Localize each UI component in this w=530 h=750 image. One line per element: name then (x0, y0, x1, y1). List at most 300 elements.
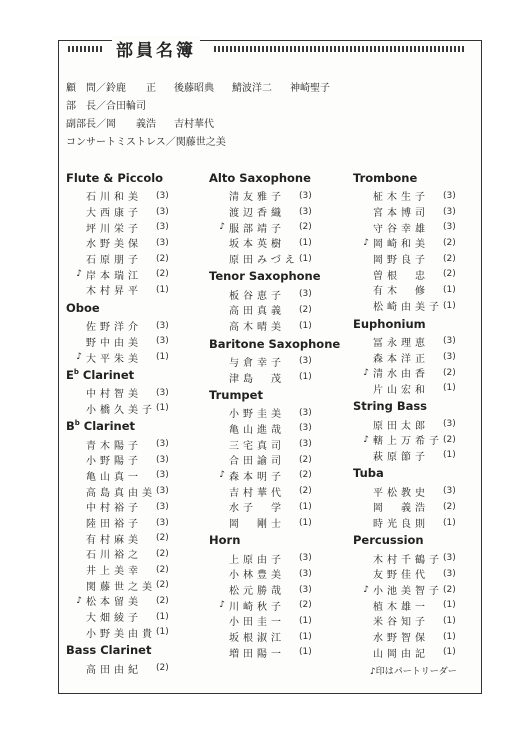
staff-entry: 神崎聖子 (290, 83, 330, 94)
leader-mark: ♪ (219, 222, 225, 233)
member-row (66, 515, 200, 531)
member-name: 冨永理恵 (373, 337, 429, 349)
member-row (353, 582, 487, 598)
section-title (209, 334, 343, 354)
member-grade: (1) (299, 631, 312, 642)
staff-entry: 後藤昭典 (174, 83, 214, 94)
member-name: 森本明子 (229, 471, 285, 483)
member-row (209, 286, 343, 302)
member-grade: (3) (443, 206, 456, 217)
member-grade: (3) (443, 486, 456, 497)
member-name: 片山宏和 (373, 384, 429, 396)
member-row (66, 349, 200, 365)
member-name: 上原由子 (229, 554, 285, 566)
member-row (209, 235, 343, 251)
member-grade: (3) (443, 352, 456, 363)
instrument-section (209, 266, 343, 333)
section-title-main: Percussion (353, 533, 424, 548)
member-name: 小野陽子 (86, 456, 142, 468)
member-grade: (2) (443, 367, 456, 378)
member-name: 小野美由貴 (86, 628, 156, 640)
member-grade: (3) (156, 206, 169, 217)
instrument-section (353, 463, 487, 530)
member-row (66, 251, 200, 267)
member-row (353, 499, 487, 515)
member-grade: (1) (299, 517, 312, 528)
member-row (209, 436, 343, 452)
member-row (353, 251, 487, 267)
member-grade: (1) (156, 403, 169, 414)
member-row (353, 219, 487, 235)
member-name: 石原朋子 (86, 255, 142, 267)
section-title-main: Alto Saxophone (209, 171, 311, 185)
member-grade: (2) (299, 600, 312, 611)
member-row (66, 204, 200, 220)
member-row (66, 625, 200, 641)
member-name: 岡 剛士 (229, 519, 285, 531)
instrument-section (66, 168, 200, 298)
member-row (353, 613, 487, 629)
member-name: 亀山真一 (86, 471, 142, 483)
member-grade: (2) (443, 253, 456, 264)
instrument-section (353, 396, 487, 463)
member-row (353, 597, 487, 613)
member-row (353, 645, 487, 661)
section-title-main: Bass Clarinet (66, 643, 152, 658)
member-row (353, 566, 487, 582)
member-row (66, 577, 200, 593)
member-grade: (3) (156, 517, 169, 528)
member-name: 小林豊美 (229, 570, 285, 582)
member-name: 坂根淑江 (229, 633, 285, 645)
member-row (209, 188, 343, 204)
member-grade: (2) (443, 269, 456, 280)
section-title-main: Horn (209, 533, 241, 548)
member-row (353, 483, 487, 499)
member-grade: (3) (443, 336, 456, 347)
member-row (209, 483, 343, 499)
section-title (66, 416, 200, 436)
member-row (353, 204, 487, 220)
member-grade: (1) (299, 320, 312, 331)
member-name: 原田太郎 (373, 420, 429, 432)
leader-mark: ♪ (363, 434, 369, 445)
member-grade: (2) (156, 663, 169, 674)
member-name: 水野智保 (373, 633, 429, 645)
member-name: 友野佳代 (373, 570, 429, 582)
member-grade: (3) (299, 553, 312, 564)
member-row (209, 645, 343, 661)
member-grade: (2) (299, 304, 312, 315)
member-name: 松本留美 (86, 597, 142, 609)
instrument-section (66, 298, 200, 365)
member-grade: (2) (299, 222, 312, 233)
instrument-section (66, 416, 200, 640)
member-row (353, 432, 487, 448)
member-name: 有木 修 (373, 286, 429, 298)
member-grade: (3) (443, 190, 456, 201)
member-name: 中村裕子 (86, 503, 142, 515)
member-row (209, 421, 343, 437)
section-title-main: Euphonium (353, 316, 426, 331)
member-row (66, 609, 200, 625)
member-row (353, 334, 487, 350)
roster-column-2 (209, 168, 343, 660)
member-row (353, 282, 487, 298)
staff-list (66, 80, 466, 152)
member-name: 石川裕之 (86, 550, 142, 562)
member-row (353, 188, 487, 204)
member-name: 有村麻美 (86, 534, 142, 546)
member-grade: (3) (299, 356, 312, 367)
member-name: 与倉幸子 (229, 357, 285, 369)
member-grade: (3) (443, 553, 456, 564)
member-grade: (1) (299, 501, 312, 512)
member-grade: (3) (156, 387, 169, 398)
section-title-rest: Clarinet (78, 367, 135, 382)
member-grade: (2) (156, 253, 169, 264)
member-name: 原田みづえ (229, 255, 299, 267)
footnote: ♪印はパートリーダー (370, 667, 457, 677)
member-row (66, 318, 200, 334)
member-row (353, 349, 487, 365)
member-name: 三宅真司 (229, 440, 285, 452)
member-grade: (3) (299, 584, 312, 595)
leader-mark: ♪ (76, 352, 82, 363)
member-grade: (1) (299, 372, 312, 383)
member-name: 高島真由美 (86, 487, 156, 499)
member-row (66, 334, 200, 350)
instrument-section (353, 314, 487, 397)
section-title-sup: b (74, 419, 80, 428)
member-name: 松崎由美子 (373, 302, 443, 314)
member-row (66, 499, 200, 515)
member-name: 柾木生子 (373, 192, 429, 204)
section-title-main: Tenor Saxophone (209, 269, 321, 284)
member-row (66, 468, 200, 484)
member-name: 増田陽一 (229, 648, 285, 660)
member-row (209, 582, 343, 598)
member-grade: (1) (443, 600, 456, 611)
member-name: 陸田裕子 (86, 519, 142, 531)
member-name: 轄上万希子 (373, 436, 443, 448)
member-grade: (2) (156, 595, 169, 606)
member-grade: (3) (156, 454, 169, 465)
member-name: 宮本博司 (373, 208, 429, 220)
member-grade: (1) (299, 253, 312, 264)
member-grade: (1) (156, 627, 169, 638)
section-title (209, 530, 343, 550)
section-title-main: B (66, 419, 75, 434)
member-name: 坂本英樹 (229, 239, 285, 251)
instrument-section (66, 640, 200, 676)
member-grade: (3) (299, 206, 312, 217)
member-row (209, 405, 343, 421)
member-row (66, 385, 200, 401)
member-grade: (1) (299, 615, 312, 626)
member-row (209, 318, 343, 334)
member-row (209, 566, 343, 582)
section-title (353, 396, 487, 416)
member-row (66, 219, 200, 235)
member-name: 小橋久美子 (86, 404, 156, 416)
member-row (66, 401, 200, 417)
member-name: 亀山進哉 (229, 424, 285, 436)
member-name: 木村千鶴子 (373, 554, 443, 566)
member-row (66, 660, 200, 676)
member-grade: (3) (156, 439, 169, 450)
member-row (209, 219, 343, 235)
member-row (66, 546, 200, 562)
staff-row (66, 134, 466, 152)
member-grade: (3) (443, 568, 456, 579)
member-name: 山岡由記 (373, 648, 429, 660)
member-grade: (3) (299, 568, 312, 579)
staff-row (66, 116, 466, 134)
member-row (353, 235, 487, 251)
member-name: 石川和美 (86, 192, 142, 204)
member-grade: (1) (299, 647, 312, 658)
member-row (66, 593, 200, 609)
member-row (209, 613, 343, 629)
member-name: 米谷知子 (373, 617, 429, 629)
page-title: 部員名簿 (112, 36, 200, 61)
member-name: 植木雄一 (373, 601, 429, 613)
member-row (209, 204, 343, 220)
member-name: 平松教史 (373, 487, 429, 499)
member-grade: (2) (156, 564, 169, 575)
instrument-section (353, 168, 487, 314)
member-row (353, 550, 487, 566)
member-name: 守谷幸雄 (373, 223, 429, 235)
member-name: 大平朱美 (86, 353, 142, 365)
member-grade: (3) (156, 486, 169, 497)
section-title (66, 298, 200, 318)
member-grade: (3) (299, 190, 312, 201)
member-name: 岸本瑞江 (86, 270, 142, 282)
leader-mark: ♪ (219, 600, 225, 611)
title-decoration-left (68, 46, 102, 52)
section-title (353, 530, 487, 550)
member-grade: (1) (443, 300, 456, 311)
member-row (353, 629, 487, 645)
staff-entry: コンサートミストレス／関藤世之美 (66, 137, 226, 148)
member-grade: (2) (299, 470, 312, 481)
section-title (353, 168, 487, 188)
member-grade: (2) (443, 584, 456, 595)
member-name: 関藤世之美 (86, 581, 156, 593)
leader-mark: ♪ (76, 269, 82, 280)
section-title-main: Trumpet (209, 387, 263, 402)
section-title (209, 266, 343, 286)
staff-row (66, 80, 466, 98)
member-row (66, 266, 200, 282)
member-row (353, 381, 487, 397)
member-row (66, 436, 200, 452)
member-grade: (1) (443, 284, 456, 295)
member-row (353, 416, 487, 432)
member-grade: (3) (299, 423, 312, 434)
instrument-section (209, 530, 343, 660)
member-grade: (2) (299, 454, 312, 465)
member-row (209, 468, 343, 484)
member-name: 板谷恵子 (229, 290, 285, 302)
staff-entry: 部 長／合田輪司 (66, 101, 146, 112)
member-name: 萩原節子 (373, 451, 429, 463)
member-grade: (3) (443, 222, 456, 233)
member-name: 井上美幸 (86, 566, 142, 578)
instrument-section (66, 365, 200, 416)
member-name: 高木晴美 (229, 322, 285, 334)
member-row (209, 251, 343, 267)
section-title-main: Tuba (353, 466, 384, 481)
leader-mark: ♪ (363, 584, 369, 595)
member-name: 森本洋正 (373, 353, 429, 365)
member-grade: (3) (299, 407, 312, 418)
instrument-section (209, 168, 343, 266)
section-title-main: Oboe (66, 300, 100, 315)
section-title-rest: Clarinet (79, 419, 136, 434)
member-row (353, 515, 487, 531)
member-name: 清友雅子 (229, 192, 285, 204)
section-title-main: E (66, 367, 74, 382)
member-name: 青木陽子 (86, 440, 142, 452)
member-name: 清水由香 (373, 369, 429, 381)
member-grade: (1) (443, 450, 456, 461)
member-row (209, 515, 343, 531)
section-title (209, 385, 343, 405)
section-title-main: String Bass (353, 399, 428, 414)
member-name: 水野美保 (86, 239, 142, 251)
member-name: 津島 茂 (229, 373, 285, 385)
roster-column-3 (353, 168, 487, 660)
member-name: 中村智美 (86, 389, 142, 401)
member-row (353, 448, 487, 464)
section-title (353, 314, 487, 334)
staff-entry: 鯖波洋二 (232, 83, 272, 94)
member-row (66, 562, 200, 578)
member-row (66, 188, 200, 204)
member-grade: (1) (156, 284, 169, 295)
member-name: 川崎秋子 (229, 601, 285, 613)
section-title-main: Trombone (353, 171, 418, 185)
member-row (66, 235, 200, 251)
member-name: 大畑綾子 (86, 613, 142, 625)
member-grade: (3) (156, 501, 169, 512)
member-name: 水子 学 (229, 503, 285, 515)
member-row (66, 452, 200, 468)
instrument-section (209, 385, 343, 531)
member-grade: (3) (156, 237, 169, 248)
member-grade: (1) (443, 383, 456, 394)
instrument-section (353, 530, 487, 660)
roster-column-1 (66, 168, 200, 676)
member-grade: (1) (443, 631, 456, 642)
section-title (66, 640, 200, 660)
member-grade: (1) (443, 615, 456, 626)
member-grade: (2) (443, 434, 456, 445)
member-grade: (3) (299, 289, 312, 300)
member-row (66, 530, 200, 546)
member-grade: (2) (299, 486, 312, 497)
member-row (353, 298, 487, 314)
member-grade: (3) (443, 419, 456, 430)
member-grade: (3) (156, 336, 169, 347)
member-row (209, 597, 343, 613)
section-title (209, 168, 343, 188)
member-grade: (1) (156, 352, 169, 363)
member-name: 時光良則 (373, 519, 429, 531)
staff-entry: 顧 問／鈴鹿 正 (66, 83, 156, 94)
section-title (66, 168, 200, 188)
member-name: 服部靖子 (229, 223, 285, 235)
member-row (209, 369, 343, 385)
member-name: 大西康子 (86, 208, 142, 220)
section-title (66, 365, 200, 385)
member-row (353, 365, 487, 381)
member-row (209, 452, 343, 468)
leader-mark: ♪ (219, 470, 225, 481)
member-grade: (1) (443, 647, 456, 658)
member-grade: (2) (156, 548, 169, 559)
member-row (209, 302, 343, 318)
member-grade: (3) (156, 222, 169, 233)
member-name: 小野圭美 (229, 409, 285, 421)
member-row (209, 354, 343, 370)
member-row (209, 550, 343, 566)
member-name: 小田圭一 (229, 617, 285, 629)
member-name: 岡 義浩 (373, 503, 429, 515)
member-grade: (2) (156, 533, 169, 544)
member-name: 岡崎和美 (373, 239, 429, 251)
section-title-main: Flute & Piccolo (66, 171, 164, 185)
leader-mark: ♪ (363, 237, 369, 248)
member-name: 曽根 忠 (373, 270, 429, 282)
member-row (66, 483, 200, 499)
member-name: 佐野洋介 (86, 322, 142, 334)
staff-entry: 吉村華代 (174, 119, 214, 130)
member-name: 吉村華代 (229, 487, 285, 499)
member-grade: (3) (156, 190, 169, 201)
member-grade: (3) (156, 470, 169, 481)
member-name: 野中由美 (86, 337, 142, 349)
member-name: 合田諭司 (229, 456, 285, 468)
leader-mark: ♪ (76, 595, 82, 606)
member-grade: (1) (299, 237, 312, 248)
member-grade: (2) (443, 237, 456, 248)
section-title-sup: b (73, 368, 79, 377)
member-grade: (3) (156, 320, 169, 331)
member-row (66, 282, 200, 298)
member-grade: (2) (156, 269, 169, 280)
member-grade: (1) (156, 611, 169, 622)
title-row (68, 38, 468, 60)
leader-mark: ♪ (363, 367, 369, 378)
member-grade: (2) (443, 501, 456, 512)
member-row (209, 499, 343, 515)
member-name: 渡辺香織 (229, 208, 285, 220)
member-name: 高田真義 (229, 306, 285, 318)
section-title (353, 463, 487, 483)
member-name: 高田由紀 (86, 664, 142, 676)
member-name: 岡野良子 (373, 255, 429, 267)
member-grade: (2) (156, 580, 169, 591)
member-name: 木村昇平 (86, 286, 142, 298)
member-name: 松元勝哉 (229, 586, 285, 598)
member-name: 坪川栄子 (86, 223, 142, 235)
member-grade: (3) (299, 439, 312, 450)
instrument-section (209, 334, 343, 385)
